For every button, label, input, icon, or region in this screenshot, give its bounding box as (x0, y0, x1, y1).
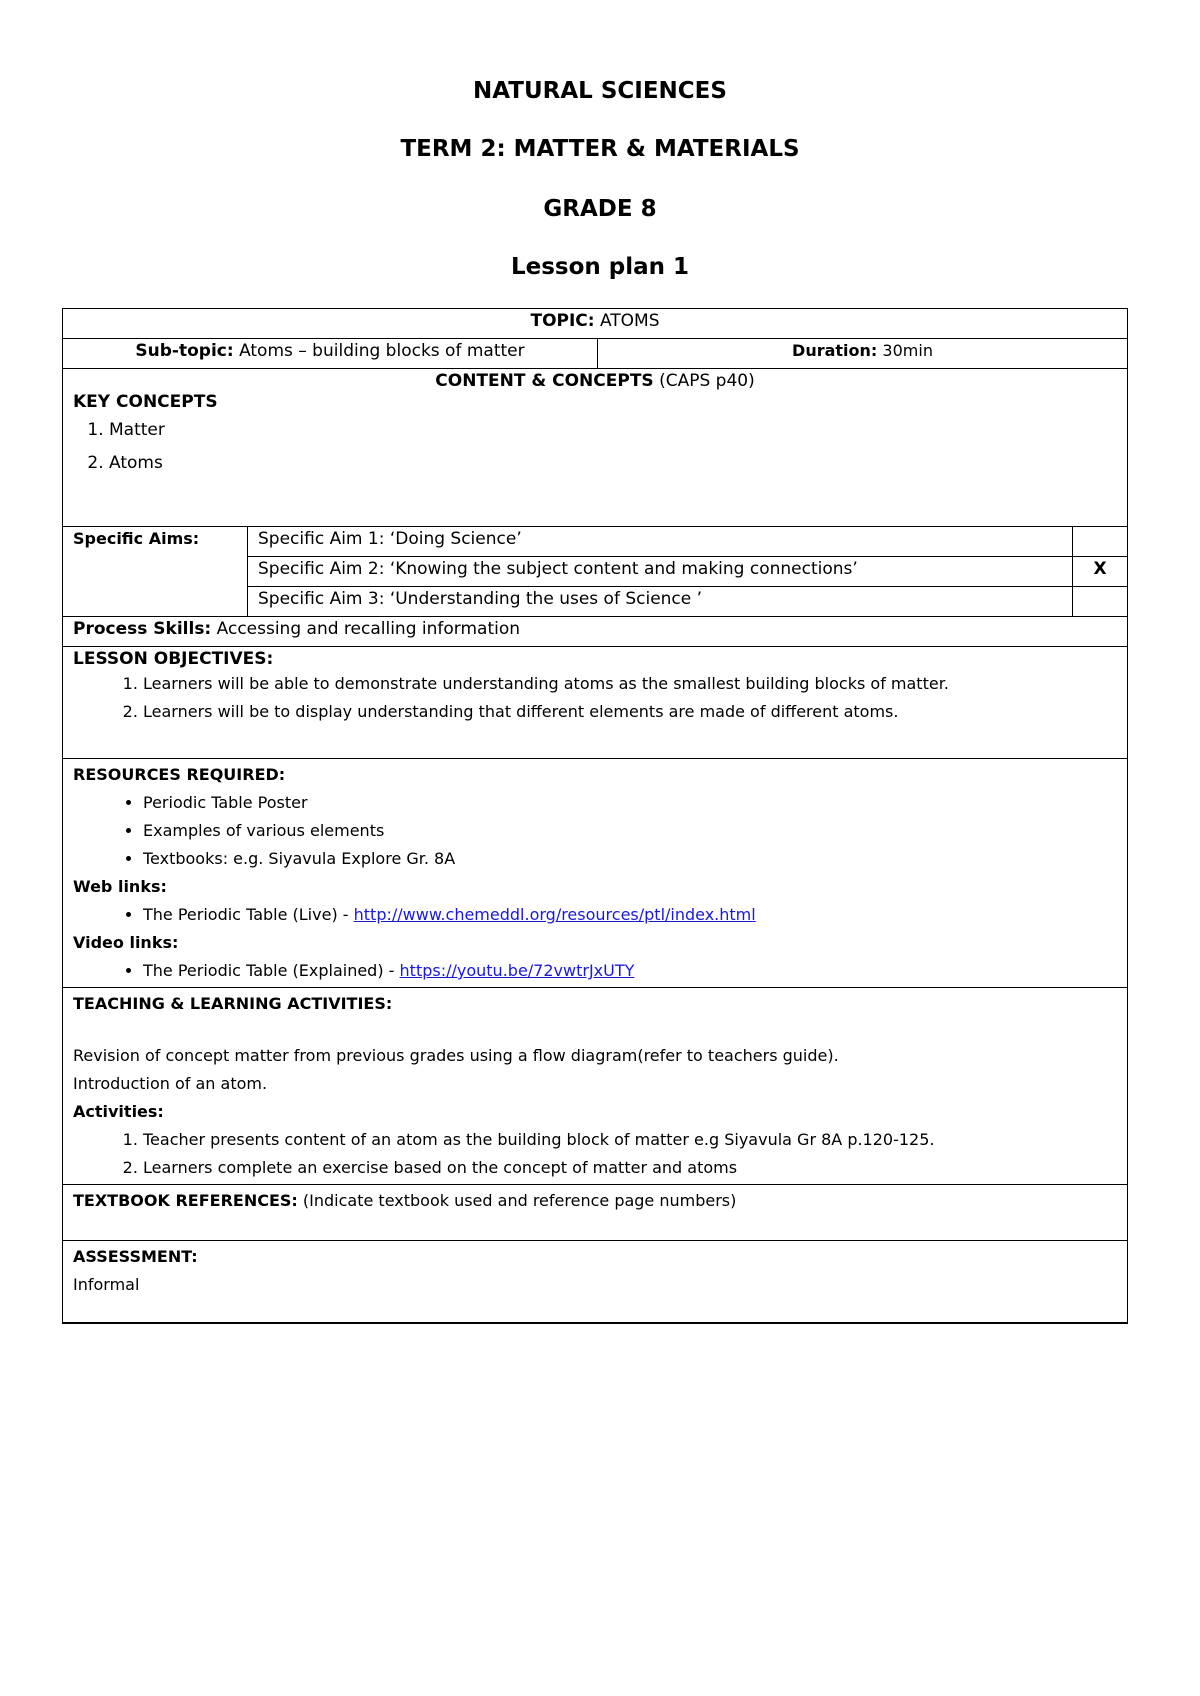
periodic-table-live-link[interactable]: http://www.chemeddl.org/resources/ptl/index.html (353, 905, 756, 924)
aim-text: Specific Aim 3: ‘Understanding the uses of Science ’ (248, 587, 1073, 617)
aim-mark (1073, 587, 1128, 617)
topic-value: ATOMS (599, 311, 660, 331)
subtopic-value: Atoms – building blocks of matter (239, 341, 525, 361)
duration-label: Duration: (792, 341, 878, 360)
web-links-heading: Web links: (73, 877, 167, 896)
web-links-list (73, 901, 1117, 929)
key-concepts-heading: KEY CONCEPTS (73, 392, 218, 413)
aim-text: Specific Aim 1: ‘Doing Science’ (248, 527, 1073, 557)
textbook-label: TEXTBOOK REFERENCES: (73, 1191, 298, 1210)
content-ref: (CAPS p40) (659, 371, 755, 391)
duration-value: 30min (882, 341, 933, 360)
lesson-plan-table (62, 308, 1128, 1324)
key-concept-item: 1. Matter (109, 414, 1117, 447)
objective-item: 1. Learners will be able to demonstrate understanding atoms as the smallest building blocks of matter. (143, 670, 1117, 698)
resource-item: • Examples of various elements (143, 817, 1117, 845)
objectives-row (63, 647, 1128, 759)
video-link-item (143, 957, 1117, 985)
key-concept-item: 2. Atoms (109, 447, 1117, 480)
document-subject: NATURAL SCIENCES (473, 78, 727, 104)
video-links-heading: Video links: (73, 933, 179, 952)
activities-revision: Revision of concept matter from previous grades using a flow diagram(refer to teachers guide). (73, 1046, 839, 1065)
web-link-item (143, 901, 1117, 929)
activities-heading: TEACHING & LEARNING ACTIVITIES: (73, 994, 393, 1013)
activities-intro: Introduction of an atom. (73, 1074, 268, 1093)
process-skills-label: Process Skills: (73, 619, 212, 639)
objectives-list (73, 670, 1117, 726)
periodic-table-video-link[interactable]: https://youtu.be/72vwtrJxUTY (399, 961, 635, 980)
textbook-row (63, 1185, 1128, 1241)
activity-item: 1. Teacher presents content of an atom as the building block of matter e.g Siyavula Gr 8A p.120-125. (143, 1126, 1117, 1154)
assessment-row (63, 1241, 1128, 1323)
resources-row (63, 759, 1128, 988)
resources-heading: RESOURCES REQUIRED: (73, 765, 286, 784)
document-grade: GRADE 8 (543, 196, 657, 222)
aim-row (63, 527, 1128, 557)
activities-row (63, 988, 1128, 1185)
assessment-label: ASSESSMENT: (73, 1247, 198, 1266)
aim-mark: X (1073, 557, 1128, 587)
resource-item: • Textbooks: e.g. Siyavula Explore Gr. 8A (143, 845, 1117, 873)
video-links-list (73, 957, 1117, 985)
video-link-text: The Periodic Table (Explained) - (143, 961, 400, 980)
textbook-value: (Indicate textbook used and reference page numbers) (302, 1191, 737, 1210)
activity-item: 2. Learners complete an exercise based on the concept of matter and atoms (143, 1154, 1117, 1182)
aim-text: Specific Aim 2: ‘Knowing the subject content and making connections’ (248, 557, 1073, 587)
topic-label: TOPIC: (530, 311, 595, 331)
process-skills-value: Accessing and recalling information (216, 619, 521, 639)
process-skills-row (63, 617, 1128, 647)
content-label: CONTENT & CONCEPTS (435, 371, 654, 391)
activities-list (73, 1126, 1117, 1182)
objectives-heading: LESSON OBJECTIVES: (73, 649, 274, 669)
content-row (63, 369, 1128, 527)
aim-mark (1073, 527, 1128, 557)
web-link-text: The Periodic Table (Live) - (143, 905, 354, 924)
activities-subheading: Activities: (73, 1102, 164, 1121)
assessment-value: Informal (73, 1275, 140, 1294)
topic-row (63, 309, 1128, 339)
objective-item: 2. Learners will be to display understanding that different elements are made of different atoms. (143, 698, 1117, 726)
subtopic-row (63, 339, 1128, 369)
resource-item: • Periodic Table Poster (143, 789, 1117, 817)
specific-aims-label: Specific Aims: (63, 527, 248, 617)
document-term: TERM 2: MATTER & MATERIALS (400, 136, 800, 162)
resources-list (73, 789, 1117, 873)
key-concepts-list (73, 414, 1117, 480)
subtopic-label: Sub-topic: (135, 341, 234, 361)
document-lesson-title: Lesson plan 1 (510, 254, 690, 280)
